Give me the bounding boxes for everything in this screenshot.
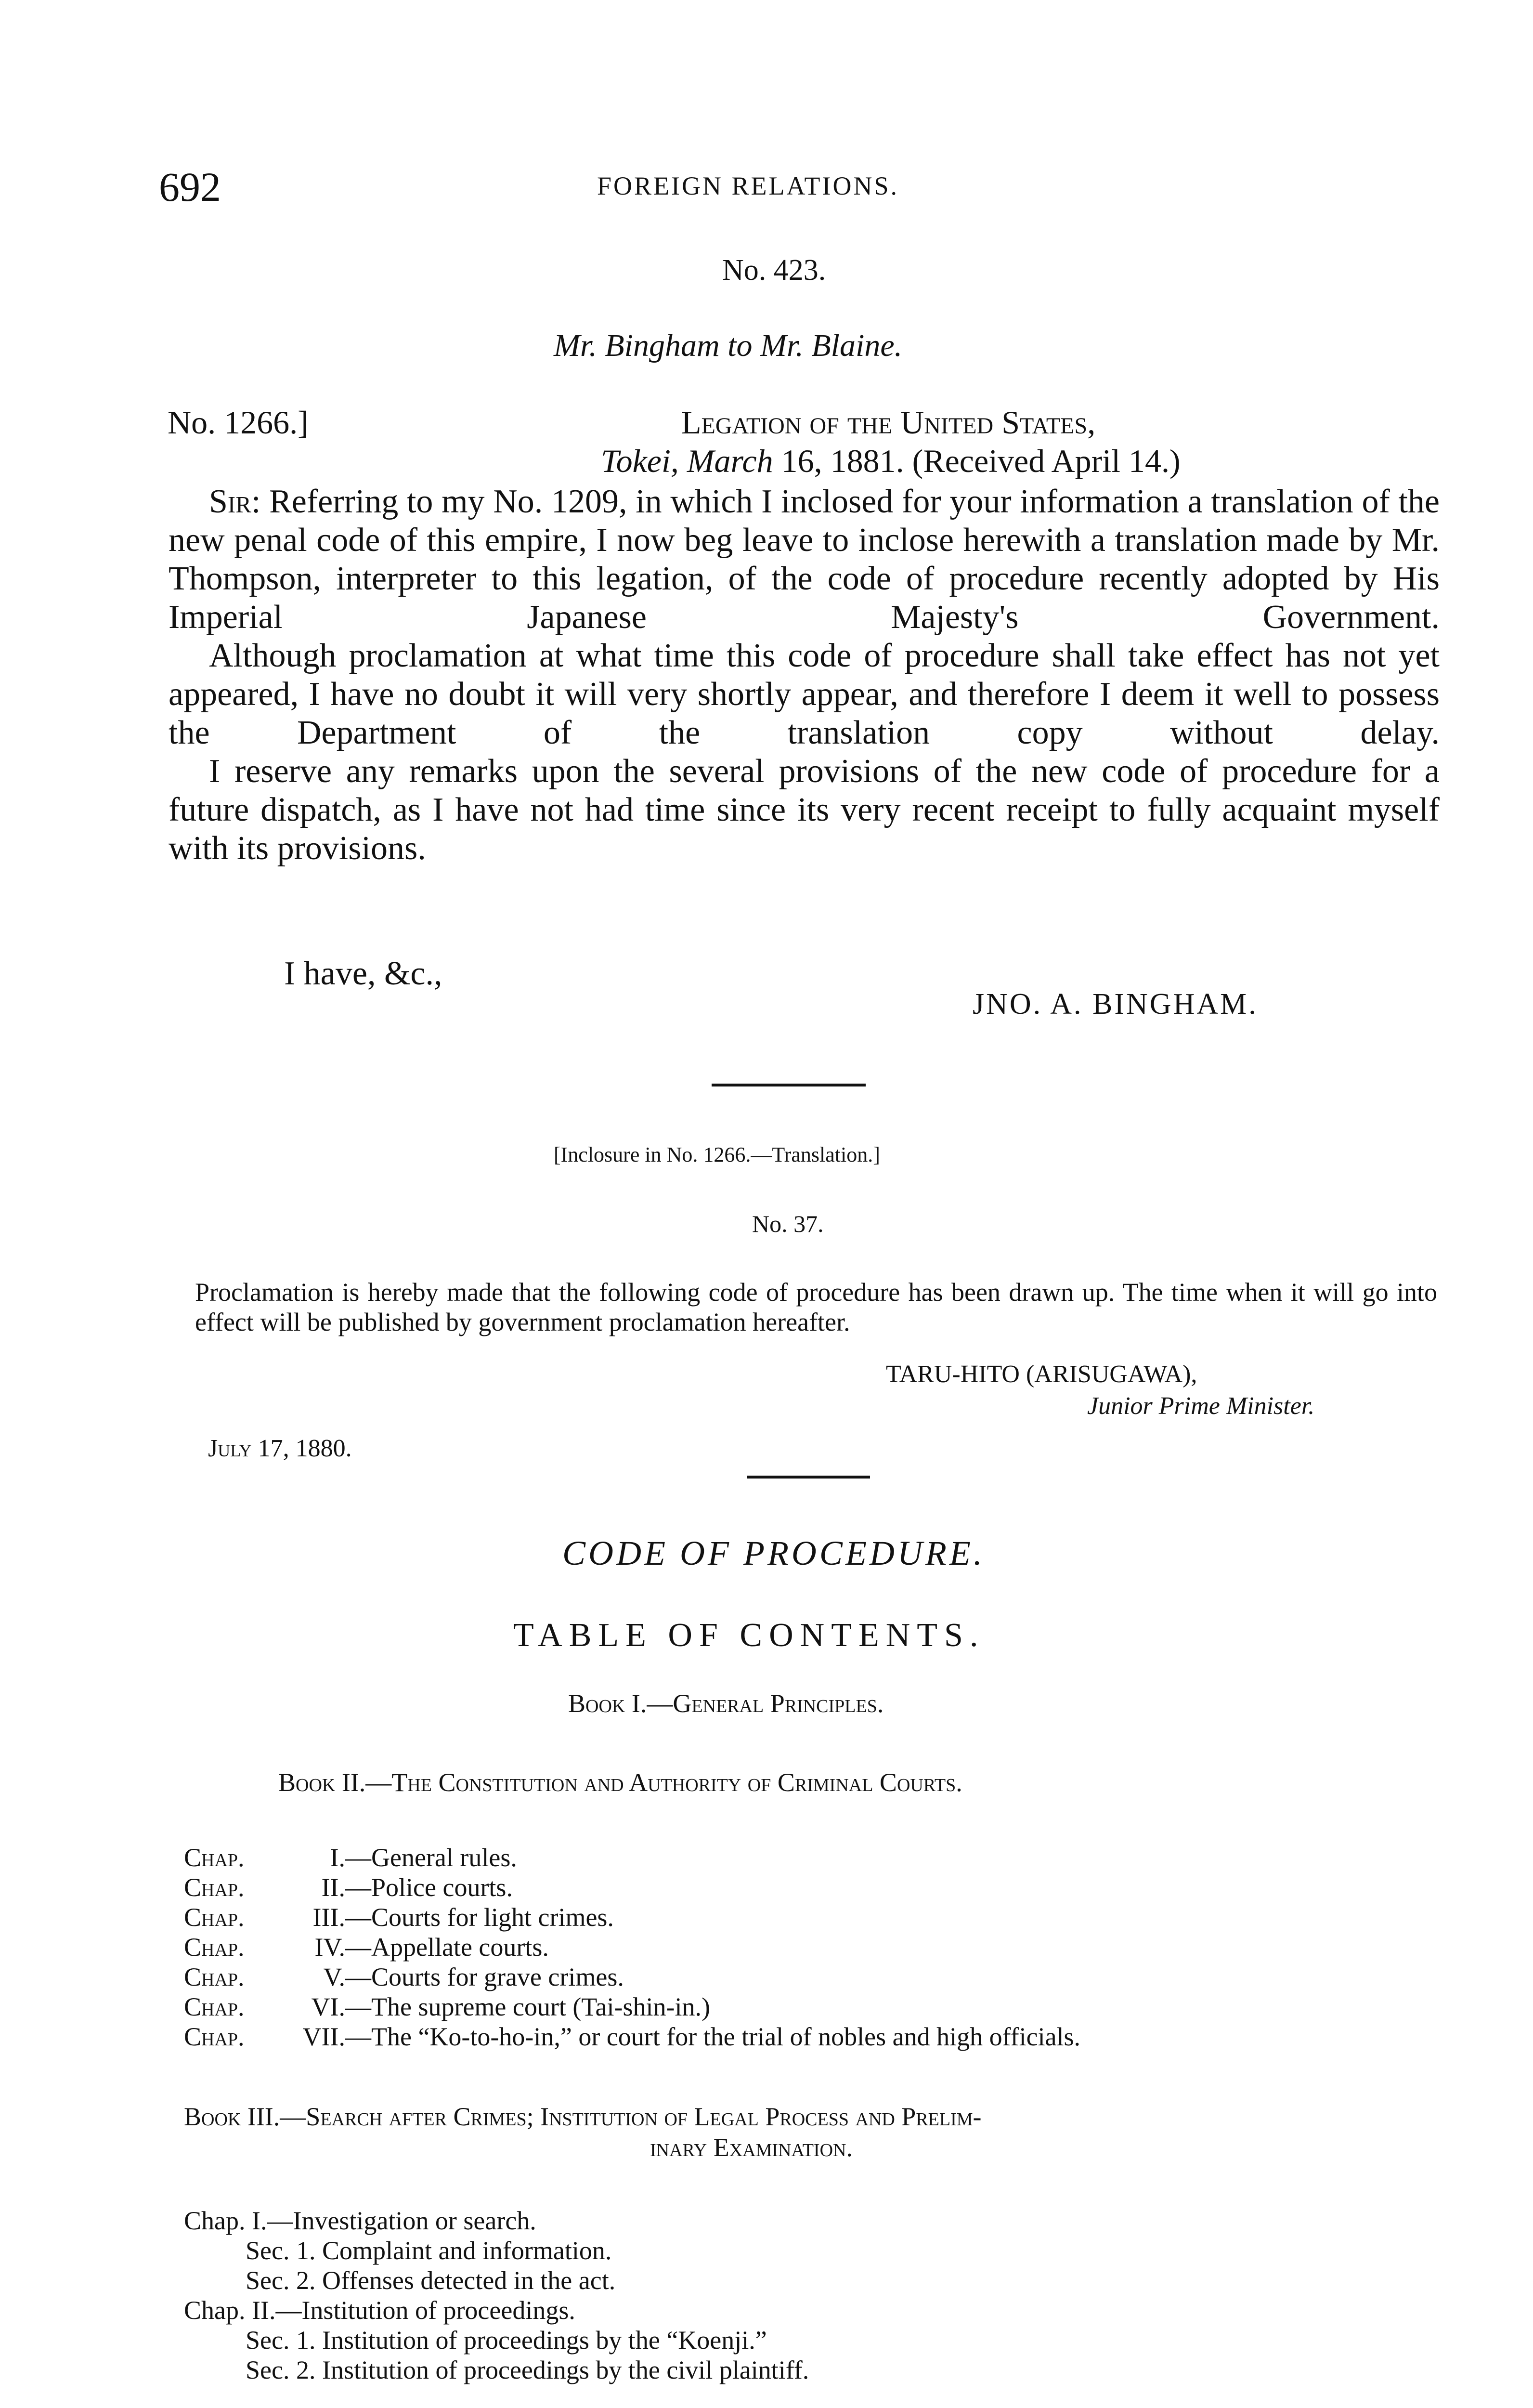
letter-title: Mr. Bingham to Mr. Blaine. [554, 328, 903, 363]
book-1-heading: Book I.—General Principles. [568, 1689, 884, 1718]
chapter-number: II. [321, 1873, 345, 1902]
chapter-label: Chap. [184, 1843, 245, 1872]
legation-heading: Legation of the United States, [681, 404, 1096, 441]
chapter-title: —Courts for grave crimes. [345, 1963, 624, 1991]
section-entry: Sec. 2. Offenses detected in the act. [246, 2266, 616, 2295]
proclamation-number: No. 37. [752, 1210, 824, 1237]
page-number: 692 [159, 164, 221, 210]
book-2-heading: Book II.—The Constitution and Authority of Criminal Courts. [278, 1768, 962, 1797]
book-3-heading-line-1: Book III.—Search after Crimes; Institution of Legal Process and Prelim- [184, 2102, 982, 2131]
chapter-row [184, 1872, 1080, 1902]
inclosure-heading: [Inclosure in No. 1266.—Translation.] [554, 1143, 880, 1166]
received-date: (Received April 14.) [912, 443, 1181, 479]
chapter-row [184, 2022, 1080, 2052]
document-number: No. 423. [722, 254, 826, 287]
signer-title: Junior Prime Minister. [1087, 1392, 1315, 1420]
chapter-number: V. [323, 1963, 345, 1991]
chapter-entry: Chap. II.—Institution of proceedings. [184, 2296, 575, 2325]
chapter-title: —The “Ko-to-ho-in,” or court for the trial of nobles and high officials. [345, 2022, 1081, 2051]
place-name: Tokei, [601, 443, 679, 479]
chapter-number: VI. [311, 1992, 345, 2021]
chapter-number: VII. [302, 2022, 345, 2051]
chapter-row [184, 1843, 1080, 1872]
book-2-chapter-list [184, 1843, 1080, 2052]
book-3-contents-list [184, 2206, 809, 2385]
code-title: CODE OF PROCEDURE. [562, 1534, 985, 1572]
book-3-heading-line-2: inary Examination. [650, 2133, 853, 2162]
paragraph-2: Although proclamation at what time this code of procedure shall take effect has not yet appeared, I have no doubt it will very shortly appear, and therefore I deem it well to possess the Department of the translation copy without delay. [169, 637, 1440, 751]
chapter-label: Chap. [184, 1873, 245, 1902]
chapter-label: Chap. [184, 2022, 245, 2051]
chapter-label: Chap. [184, 1992, 245, 2021]
chapter-number: IV. [314, 1933, 345, 1962]
chapter-title: —General rules. [345, 1843, 517, 1872]
section-entry: Sec. 1. Institution of proceedings by the “Koenji.” [246, 2326, 767, 2355]
section-entry: Sec. 1. Complaint and information. [246, 2236, 612, 2265]
proclamation-paragraph: Proclamation is hereby made that the following code of procedure has been drawn up. The time when it will go into effect will be published by government proclamation hereafter. [195, 1278, 1437, 1336]
chapter-row [184, 1902, 1080, 1932]
date-rest: 16, 1881. [781, 443, 904, 479]
letter-body [169, 483, 1440, 868]
closing: I have, &c., [284, 955, 442, 992]
chapter-title: —Courts for light crimes. [345, 1903, 614, 1932]
divider-rule-2 [747, 1476, 870, 1479]
chapter-number: I. [330, 1843, 345, 1872]
chapter-title: —Appellate courts. [345, 1933, 549, 1962]
running-title: FOREIGN RELATIONS. [597, 171, 899, 200]
chapter-row [184, 1932, 1080, 1962]
chapter-label: Chap. [184, 1903, 245, 1932]
chapter-label: Chap. [184, 1963, 245, 1991]
chapter-title: —The supreme court (Tai-shin-in.) [345, 1992, 710, 2021]
chapter-label: Chap. [184, 1933, 245, 1962]
date-month: March [687, 443, 773, 479]
signature: JNO. A. BINGHAM. [973, 988, 1258, 1021]
divider-rule-1 [712, 1084, 866, 1086]
proclamation-text [195, 1277, 1437, 1337]
chapter-row [184, 1962, 1080, 1992]
section-entry: Sec. 2. Institution of proceedings by the civil plaintiff. [246, 2356, 809, 2384]
dispatch-number: No. 1266.] [168, 404, 309, 441]
chapter-number: III. [312, 1903, 345, 1932]
chapter-row [184, 1992, 1080, 2022]
proclamation-date: July 17, 1880. [208, 1435, 352, 1462]
salutation: Sir [209, 483, 251, 520]
toc-title: TABLE OF CONTENTS. [513, 1617, 985, 1654]
proclamation-signer: TARU-HITO (ARISUGAWA), [886, 1361, 1197, 1388]
chapter-entry: Chap. I.—Investigation or search. [184, 2206, 536, 2235]
place-date-line [601, 442, 1181, 480]
paragraph-1-text: : Referring to my No. 1209, in which I inclosed for your information a translation of the new penal code of this empire, I now beg leave to inclose herewith a translation made by Mr. Thompson, interpreter to this legation, of the code of procedure recently adopted by His Imperial Japanese Majesty's Government. [169, 483, 1440, 636]
chapter-title: —Police courts. [345, 1873, 513, 1902]
paragraph-1 [169, 483, 1440, 637]
paragraph-3: I reserve any remarks upon the several provisions of the new code of procedure for a future dispatch, as I have not had time since its very recent receipt to fully acquaint myself with its provisions. [169, 753, 1440, 867]
